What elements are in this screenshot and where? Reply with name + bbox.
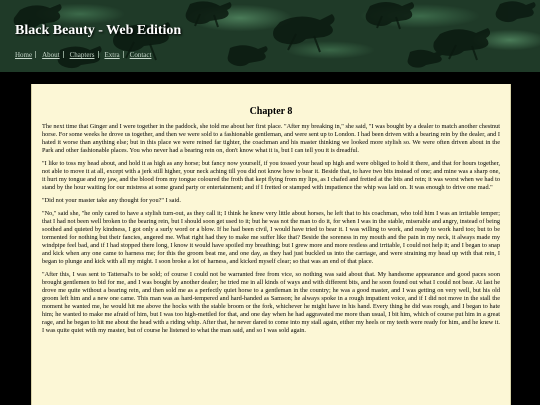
chapter-paragraph: "No," said she, "he only cared to have a stylish turn-out, as they call it; I think he knew very little about horses, he left that to his coachman, who told him I was an irritable temper; that I had not been well broken to the bearing rein, but I should soon get used to it; but he was not the man to do it, for when I was in the stable, miserable and angry, instead of being soothed and quieted by kindness, I got only a surly word or a blow. If he had been civil, I would have tried to bear it. I was willing to work, and ready to work hard too; but to be tormented for nothing but their fancies, angered me. What right had they to make me suffer like that? Beside the soreness in my mouth and the pain in my neck, it always made my windpipe feel bad, and if I had stopped there long, I know it would have spoiled my breathing; but I grew more and more restless and irritable, I could not help it; and I began to snap and kick when any one came to harness me; for this the groom beat me, and one day, as they had just buckled us into the carriage, and were straining my head up with that rein, I began to plunge and kick with all my might. I soon broke a lot of harness, and kicked myself clear; so that was an end of that place. bbox=[42, 210, 500, 265]
nav-separator bbox=[63, 51, 70, 58]
chapter-paragraph: The next time that Ginger and I were together in the paddock, she told me about her first place. "After my breaking in," she said, "I was bought by a dealer to match another chestnut horse. For some weeks he drove us together, and then we were sold to a fashionable gentleman, and were sent up to London. I had been driven with a bearing rein by the dealer, and I hated it worse than anything else; but in this place we were reined far tighter, the coachman and his master thinking we looked more stylish so. We were often driven about in the Park and other fashionable places. You who never had a bearing rein on, don't know what it is, but I can tell you it is dreadful. bbox=[42, 123, 500, 154]
chapter-content bbox=[31, 84, 511, 405]
header-banner bbox=[0, 0, 540, 72]
chapter-title: Chapter 8 bbox=[249, 106, 293, 117]
nav-about[interactable]: About bbox=[42, 51, 60, 59]
site-title: Black Beauty - Web Edition bbox=[15, 23, 182, 38]
nav-chapters[interactable]: Chapters bbox=[69, 51, 95, 59]
nav-separator bbox=[98, 51, 105, 58]
nav-home[interactable]: Home bbox=[15, 51, 33, 59]
chapter-paragraph: "Did not your master take any thought for you?" I said. bbox=[42, 197, 181, 204]
nav-bar bbox=[15, 51, 151, 59]
chapter-paragraph: "I like to toss my head about, and hold it as high as any horse; but fancy now yourself, if you tossed your head up high and were obliged to hold it there, and that for hours together, not able to move it at all, except with a jerk still higher, your neck aching till you did not know how to bear it. Beside that, to have two bits instead of one; and mine was a sharp one, it hurt my tongue and my jaw, and the blood from my tongue coloured the froth that kept flying from my lips, as I chafed and fretted at the bits and rein; it was worst when we had to stand by the hour waiting for our mistress at some grand party or entertainment; and if I fretted or stamped with impatience the whip was laid on. It was enough to drive one mad." bbox=[42, 160, 500, 191]
nav-extra[interactable]: Extra bbox=[104, 51, 120, 59]
chapter-paragraph: "After this, I was sent to Tattersal's to be sold; of course I could not be warranted free from vice, so nothing was said about that. My handsome appearance and good paces soon brought gentlemen to bid for me, and I was bought by another dealer; he tried me in all kinds of ways and with different bits, and he soon found out what I could not bear. At last he drove me quite without a bearing rein, and then sold me as a perfectly quiet horse to a gentleman in the country; he was a good master, and I was getting on very well, but his old groom left him and a new one came. This man was as hard-tempered and hard-handed as Samson; he always spoke in a rough impatient voice, and if I did not move in the stall the moment he wanted me, he would hit me above the hocks with the stable broom or the fork, whichever he might have in his hand. Every thing he did was rough, and I began to hate him; he wanted to make me afraid of him, but I was too high-mettled for that, and one day when he had aggravated me more than usual, I bit him, which of course put him in a great rage, and he began to hit me about the head with a riding whip. After that, he never dared to come into my stall again, either my heels or my teeth were ready for him, and he knew it. I was quite quiet with my master, but of course he listened to what the man said, and so I was sold again. bbox=[42, 271, 500, 334]
nav-contact[interactable]: Contact bbox=[129, 51, 152, 59]
nav-separator bbox=[123, 51, 130, 58]
